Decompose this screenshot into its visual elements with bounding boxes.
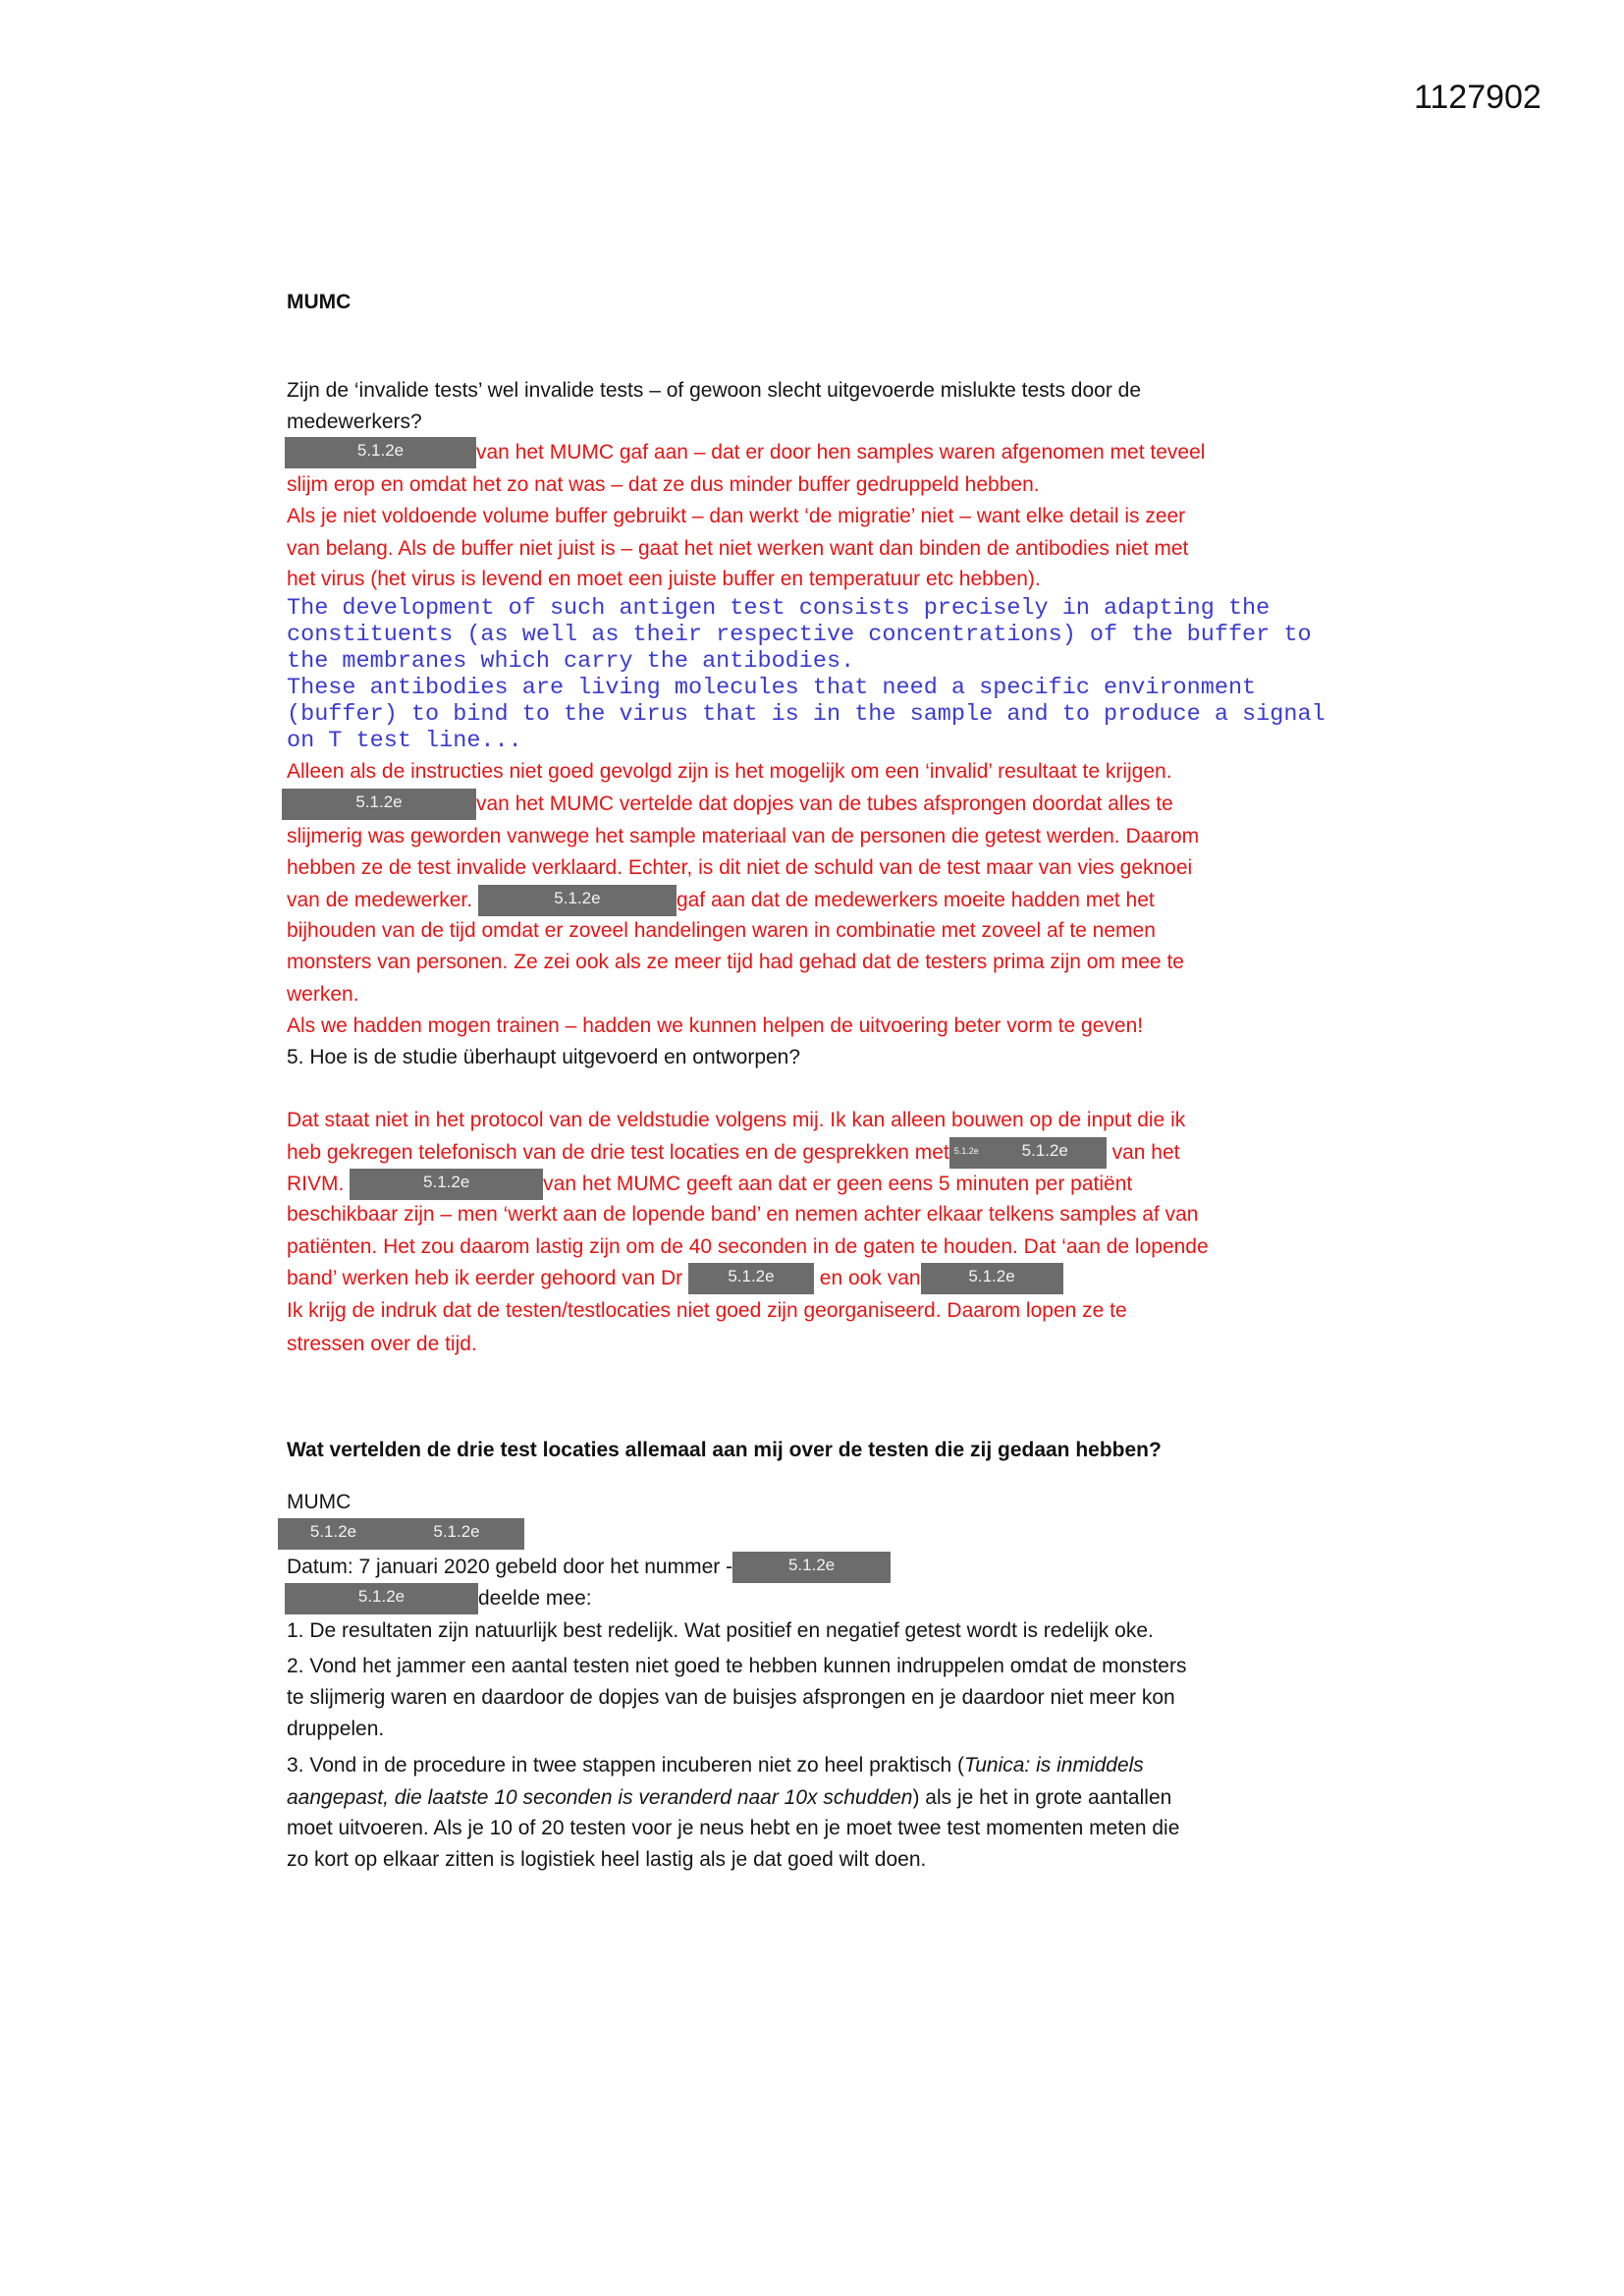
text-line (287, 407, 422, 438)
text-segment: slijm erop en omdat het zo nat was – dat ze dus minder buffer gedruppeld hebben. (287, 473, 1040, 496)
text-line (287, 1295, 1127, 1327)
text-segment: Tunica: is inmiddels (963, 1754, 1144, 1777)
text-line (287, 501, 1185, 532)
redaction-box: 5.1.2e (282, 789, 476, 820)
text-line (287, 947, 1184, 978)
text-line (287, 1813, 1179, 1844)
text-segment: van belang. Als de buffer niet juist is – gaat het niet werken want dan binden de antibodies niet met (287, 537, 1189, 560)
text-line (287, 852, 1192, 884)
text-segment: The development of such antigen test consists precisely in adapting the (287, 594, 1271, 622)
text-segment: Zijn de ‘invalide tests’ wel invalide tests – of gewoon slecht uitgevoerde mislukte tests door de (287, 379, 1142, 402)
redaction-box: 5.1.2e (984, 1137, 1107, 1169)
text-segment: zo kort op elkaar zitten is logistiek heel lastig als je dat goed wilt doen. (287, 1848, 927, 1871)
text-line (287, 1844, 926, 1876)
redaction-box: 5.1.2e (732, 1552, 891, 1583)
text-segment: te slijmerig waren en daardoor de dopjes van de buisjes afsprongen en je daardoor niet meer kon (287, 1686, 1175, 1709)
text-segment: bijhouden van de tijd omdat er zoveel handelingen waren in combinatie met zoveel af te nemen (287, 919, 1156, 942)
text-segment: moet uitvoeren. Als je 10 of 20 testen voor je neus hebt en je moet twee test momenten meten die (287, 1817, 1180, 1839)
text-segment: 2. Vond het jammer een aantal testen niet goed te hebben kunnen indruppelen omdat de monsters (287, 1655, 1187, 1677)
text-segment: van het MUMC geeft aan dat er geen eens 5 minuten per patiënt (543, 1173, 1133, 1195)
text-line (287, 1231, 1209, 1263)
text-line (287, 1682, 1175, 1714)
text-segment: heb gekregen telefonisch van de drie test locaties en de gesprekken met (287, 1141, 949, 1164)
text-segment: Ik krijg de indruk dat de testen/testlocaties niet goed zijn georganiseerd. Daarom lopen ze te (287, 1299, 1127, 1322)
text-line (285, 437, 1205, 468)
text-segment: (buffer) to bind to the virus that is in the sample and to produce a signal (287, 700, 1326, 728)
redaction-box: 5.1.2e (389, 1518, 524, 1550)
section-heading (287, 1435, 1162, 1466)
text-line (287, 915, 1156, 947)
text-line (287, 469, 1040, 501)
text-line (287, 1199, 1198, 1230)
text-line (287, 701, 1326, 728)
text-line (287, 675, 1256, 701)
text-segment: the membranes which carry the antibodies. (287, 647, 855, 675)
text-line (287, 1615, 1154, 1647)
text-line (287, 1487, 351, 1518)
text-segment: MUMC (287, 1491, 352, 1513)
document-number: 1127902 (1414, 79, 1542, 116)
redaction-box: 5.1.2e (949, 1137, 984, 1169)
redaction-box: 5.1.2e (285, 1583, 478, 1614)
text-line (287, 885, 1155, 916)
text-segment: Dat staat niet in het protocol van de veldstudie volgens mij. Ik kan alleen bouwen op de input die ik (287, 1109, 1186, 1131)
text-line (287, 375, 1141, 407)
text-segment: MUMC (287, 291, 352, 313)
text-segment: van het (1106, 1141, 1180, 1164)
text-line (287, 1651, 1186, 1682)
text-segment: van het MUMC gaf aan – dat er door hen samples waren afgenomen met teveel (476, 441, 1206, 464)
section-heading (287, 287, 351, 318)
text-segment: werken. (287, 983, 359, 1006)
text-line (287, 979, 359, 1011)
text-line (278, 1518, 524, 1550)
text-line (282, 789, 1173, 820)
text-segment: Wat vertelden de drie test locaties allemaal aan mij over de testen die zij gedaan hebben? (287, 1439, 1162, 1461)
redaction-box: 5.1.2e (478, 885, 677, 916)
text-segment: en ook van (813, 1267, 921, 1289)
text-segment: monsters van personen. Ze zei ook als ze meer tijd had gehad dat de testers prima zijn om mee te (287, 951, 1184, 973)
text-line (287, 1042, 800, 1073)
text-segment: Als je niet voldoende volume buffer gebruikt – dan werkt ‘de migratie’ niet – want elke detail is zeer (287, 505, 1186, 527)
text-line (287, 564, 1041, 595)
text-line (287, 728, 522, 754)
text-segment: patiënten. Het zou daarom lastig zijn om de 40 seconden in de gaten te houden. Dat ‘aan de lopende (287, 1235, 1209, 1258)
text-segment: stressen over de tijd. (287, 1333, 477, 1355)
text-segment: constituents (as well as their respective concentrations) of the buffer to (287, 621, 1312, 648)
text-segment: Alleen als de instructies niet goed gevolgd zijn is het mogelijk om een ‘invalid’ resultaat te krijgen. (287, 760, 1172, 783)
redaction-box: 5.1.2e (688, 1263, 814, 1294)
text-segment: van de medewerker. (287, 889, 478, 911)
text-segment: 5. Hoe is de studie überhaupt uitgevoerd en ontworpen? (287, 1046, 801, 1068)
text-line (287, 648, 854, 675)
text-segment: hebben ze de test invalide verklaard. Echter, is dit niet de schuld van de test maar van vies geknoei (287, 856, 1193, 879)
text-line (287, 1011, 1143, 1042)
redaction-box: 5.1.2e (350, 1169, 543, 1200)
text-segment: gaf aan dat de medewerkers moeite hadden met het (676, 889, 1155, 911)
text-segment: beschikbaar zijn – men ‘werkt aan de lopende band’ en nemen achter elkaar telkens samples af van (287, 1203, 1199, 1226)
text-segment: band’ werken heb ik eerder gehoord van Dr (287, 1267, 688, 1289)
text-line (287, 1714, 384, 1745)
text-line (287, 1552, 891, 1583)
text-line (287, 821, 1199, 852)
text-segment: het virus (het virus is levend en moet een juiste buffer en temperatuur etc hebben). (287, 568, 1041, 590)
text-line (287, 622, 1312, 648)
text-segment: medewerkers? (287, 410, 422, 433)
text-segment: 3. Vond in de procedure in twee stappen incuberen niet zo heel praktisch ( (287, 1754, 964, 1777)
redaction-box: 5.1.2e (285, 437, 476, 468)
text-segment: These antibodies are living molecules that need a specific environment (287, 674, 1257, 701)
text-segment: on T test line... (287, 727, 522, 754)
text-segment: Als we hadden mogen trainen – hadden we kunnen helpen de uitvoering beter vorm te geven! (287, 1014, 1144, 1037)
text-line (287, 1137, 1180, 1169)
text-segment: deelde mee: (478, 1587, 592, 1610)
text-line (287, 1750, 1144, 1781)
text-segment: 1. De resultaten zijn natuurlijk best redelijk. Wat positief en negatief getest wordt is redelijk oke. (287, 1619, 1154, 1642)
text-line (287, 1329, 477, 1360)
text-segment: RIVM. (287, 1173, 351, 1195)
text-line (287, 1169, 1132, 1200)
text-line (287, 1263, 1063, 1294)
text-line (287, 595, 1270, 622)
text-segment: druppelen. (287, 1718, 385, 1740)
text-segment: slijmerig was geworden vanwege het sample materiaal van de personen die getest werden. Daarom (287, 825, 1200, 847)
redaction-box: 5.1.2e (278, 1518, 389, 1550)
redaction-box: 5.1.2e (921, 1263, 1063, 1294)
text-segment: van het MUMC vertelde dat dopjes van de tubes afsprongen doordat alles te (476, 793, 1173, 815)
text-line (287, 1105, 1185, 1136)
text-line (287, 533, 1188, 565)
text-line (287, 1782, 1171, 1814)
text-segment: aangepast, die laatste 10 seconden is veranderd naar 10x schudden (287, 1786, 913, 1809)
text-line (285, 1583, 592, 1614)
text-segment: ) als je het in grote aantallen (912, 1786, 1172, 1809)
text-line (287, 756, 1172, 788)
text-segment: Datum: 7 januari 2020 gebeld door het nummer - (287, 1556, 733, 1578)
